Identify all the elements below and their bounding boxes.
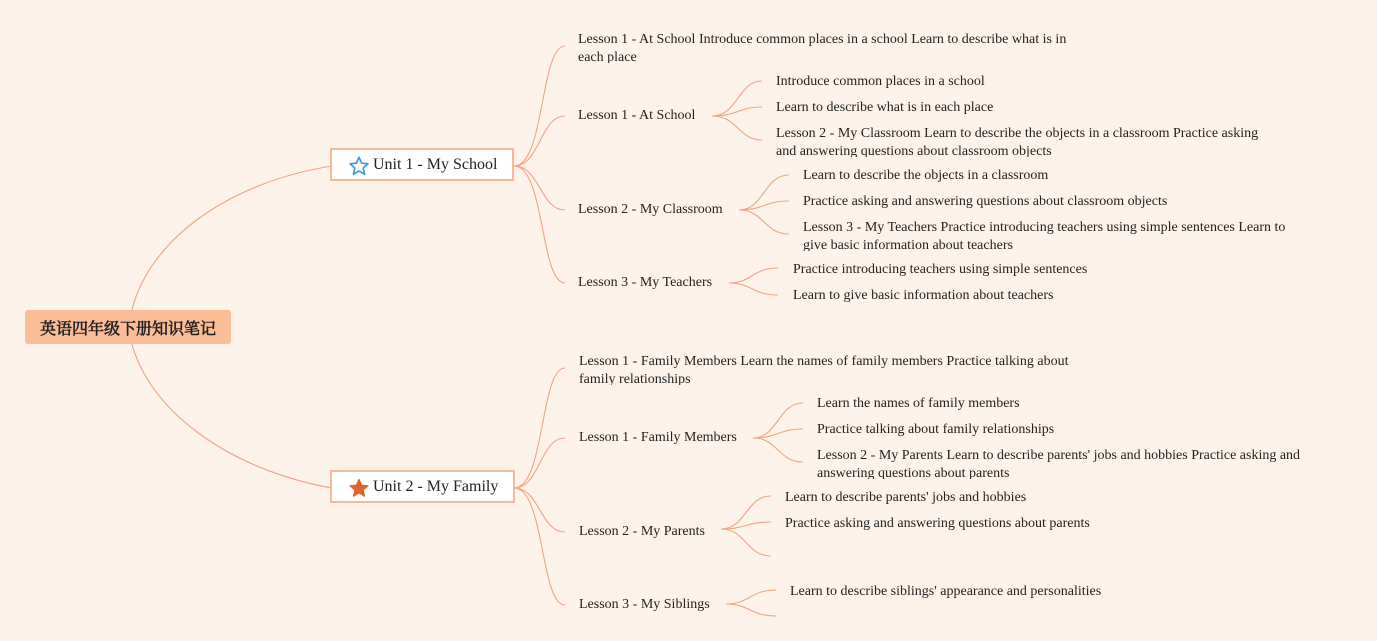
u1-lesson-1-item-3[interactable]: Lesson 2 - My Classroom Learn to describe the objects in a classroom Practice asking and answering questions about classroom objects: [776, 126, 1259, 157]
u1-lesson-2-topic[interactable]: Lesson 2 - My Classroom: [578, 202, 723, 217]
u2-lesson-2-item-2[interactable]: Practice asking and answering questions about parents: [785, 516, 1090, 531]
u1-lesson-3-topic[interactable]: Lesson 3 - My Teachers: [578, 275, 713, 290]
u1-lesson-1-item-1[interactable]: Introduce common places in a school: [776, 74, 985, 89]
unit-1-topic[interactable]: [330, 148, 514, 181]
u2-lesson-2-item-1[interactable]: Learn to describe parents' jobs and hobbies: [785, 490, 1027, 505]
u1-lesson-3-item-1[interactable]: Practice introducing teachers using simple sentences: [793, 262, 1088, 277]
u1-lesson-2-item-2[interactable]: Practice asking and answering questions about classroom objects: [803, 194, 1168, 209]
connector-u2l3-item1: [726, 590, 776, 604]
u2-lesson-1-item-3[interactable]: Lesson 2 - My Parents Learn to describe parents' jobs and hobbies Practice asking and answering questions about parents: [817, 448, 1301, 479]
connector-u2l2-item3: [721, 529, 771, 556]
connector-unit2-summary: [514, 368, 565, 488]
connector-u1l2-item3: [739, 210, 789, 234]
u1-lesson-2-item-3[interactable]: Lesson 3 - My Teachers Practice introducing teachers using simple sentences Learn to give basic information about teachers: [803, 220, 1286, 251]
connector-root-unit2: [130, 336, 332, 488]
star-outline-icon: [348, 155, 370, 177]
unit-2-topic[interactable]: [330, 470, 515, 503]
u2-lesson-3-topic[interactable]: Lesson 3 - My Siblings: [579, 597, 710, 612]
connector-u2l3-item2: [726, 604, 776, 616]
u2-lesson-1-item-2[interactable]: Practice talking about family relationships: [817, 422, 1055, 437]
connector-unit1-lesson1: [514, 116, 565, 166]
u2-lesson-3-item-1[interactable]: Learn to describe siblings' appearance and personalities: [790, 584, 1102, 599]
unit-2-label: Unit 2 - My Family: [373, 477, 499, 495]
connector-u2l1-item1: [753, 403, 803, 438]
u2-lesson-2-topic[interactable]: Lesson 2 - My Parents: [579, 524, 705, 539]
u1-lesson-1-item-2[interactable]: Learn to describe what is in each place: [776, 100, 994, 115]
connector-u1l3-item1: [729, 268, 778, 283]
root-topic-label: 英语四年级下册知识笔记: [39, 318, 216, 338]
connector-u1l1-item3: [712, 116, 762, 140]
connector-root-unit1: [130, 166, 332, 318]
connector-u2l1-item3: [753, 438, 803, 462]
connector-unit2-lesson2: [514, 488, 565, 532]
u1-lesson-2-item-1[interactable]: Learn to describe the objects in a classroom: [803, 168, 1049, 183]
u1-lesson-3-item-2[interactable]: Learn to give basic information about teachers: [793, 288, 1054, 303]
unit-1-summary-topic[interactable]: Lesson 1 - At School Introduce common places in a school Learn to describe what is in each place: [578, 32, 1067, 63]
unit-2-summary-topic[interactable]: Lesson 1 - Family Members Learn the names of family members Practice talking about family relationships: [579, 354, 1069, 385]
connector-u1l1-item1: [712, 81, 762, 116]
connector-unit1-lesson3: [514, 166, 565, 283]
u1-lesson-1-topic[interactable]: Lesson 1 - At School: [578, 108, 696, 123]
connector-unit1-lesson2: [514, 166, 565, 210]
connector-unit2-lesson1: [514, 438, 565, 488]
connector-u2l2-item1: [721, 496, 771, 529]
connector-u1l2-item1: [739, 175, 789, 210]
root-topic[interactable]: [25, 310, 231, 344]
connector-u1l3-item2: [729, 283, 778, 295]
connector-unit2-lesson3: [514, 488, 565, 605]
u2-lesson-1-topic[interactable]: Lesson 1 - Family Members: [579, 430, 737, 445]
star-filled-icon: [348, 477, 370, 499]
connector-unit1-summary: [514, 46, 565, 166]
u2-lesson-1-item-1[interactable]: Learn the names of family members: [817, 396, 1020, 411]
unit-1-label: Unit 1 - My School: [373, 155, 498, 173]
